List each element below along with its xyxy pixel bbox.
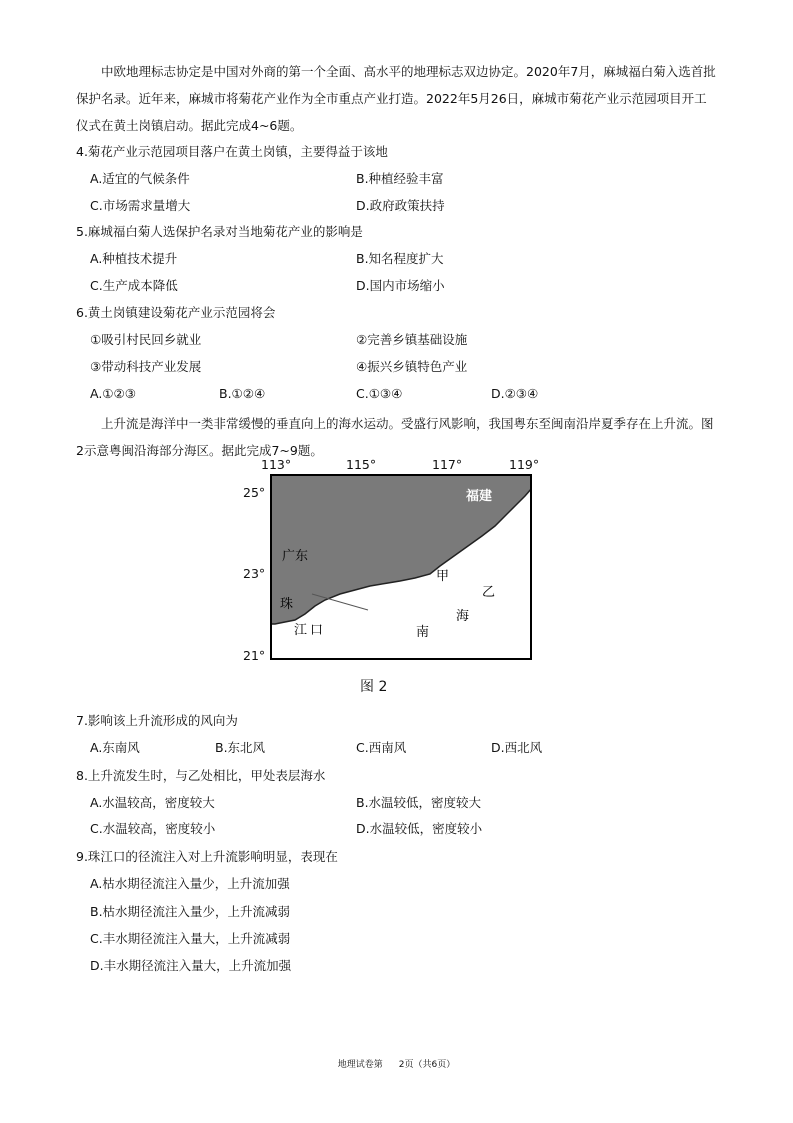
lat-label-23: 23° — [243, 566, 266, 581]
q7-stem: 7.影响该上升流形成的风向为 — [76, 713, 238, 728]
label-yi: 乙 — [482, 585, 496, 600]
label-guangdong: 广东 — [282, 549, 309, 564]
q9-option-d[interactable]: D.丰水期径流注入量大，上升流加强 — [90, 958, 292, 973]
lon-label-119: 119° — [509, 457, 540, 472]
q5-option-d[interactable]: D.国内市场缩小 — [356, 278, 445, 293]
q6-statement-3: ③带动科技产业发展 — [90, 359, 202, 374]
q6-statement-4: ④振兴乡镇特色产业 — [356, 359, 468, 374]
q8-option-d[interactable]: D.水温较低，密度较小 — [356, 821, 483, 836]
q4-stem: 4.菊花产业示范园项目落户在黄土岗镇，主要得益于该地 — [76, 144, 388, 159]
q7-option-a[interactable]: A.东南风 — [90, 740, 140, 755]
q6-option-b[interactable]: B.①②④ — [219, 386, 266, 401]
q5-option-b[interactable]: B.知名程度扩大 — [356, 251, 444, 266]
q5-stem: 5.麻城福白菊人选保护名录对当地菊花产业的影响是 — [76, 224, 363, 239]
label-zhu: 珠 — [280, 597, 294, 612]
lon-label-113: 113° — [261, 457, 292, 472]
q4-option-b[interactable]: B.种植经验丰富 — [356, 171, 444, 186]
q6-option-c[interactable]: C.①③④ — [356, 386, 403, 401]
lat-label-21: 21° — [243, 648, 266, 663]
q5-option-c[interactable]: C.生产成本降低 — [90, 278, 178, 293]
q4-option-a[interactable]: A.适宜的气候条件 — [90, 171, 190, 186]
lat-label-25: 25° — [243, 485, 266, 500]
q6-stem: 6.黄土岗镇建设菊花产业示范园将会 — [76, 305, 276, 320]
q7-option-d[interactable]: D.西北风 — [491, 740, 543, 755]
q9-option-a[interactable]: A.枯水期径流注入量少，上升流加强 — [90, 876, 290, 891]
passage-2: 上升流是海洋中一类非常缓慢的垂直向上的海水运动。受盛行风影响，我国粤东至闽南沿岸夏季存在上升流。图2示意粤闽沿海部分海区。据此完成7~9题。 — [76, 416, 714, 458]
label-fujian: 福建 — [466, 489, 493, 504]
q5-option-a[interactable]: A.种植技术提升 — [90, 251, 178, 266]
land-area — [270, 474, 532, 624]
q8-stem: 8.上升流发生时，与乙处相比，甲处表层海水 — [76, 768, 326, 783]
q8-option-a[interactable]: A.水温较高，密度较大 — [90, 795, 215, 810]
footer-page: 2页（共6页） — [398, 1060, 456, 1070]
q4-option-d[interactable]: D.政府政策扶持 — [356, 198, 445, 213]
q8-option-c[interactable]: C.水温较高，密度较小 — [90, 821, 216, 836]
label-nan: 南 — [416, 625, 430, 640]
coastal-map — [270, 474, 532, 660]
figure-caption: 图 2 — [360, 679, 388, 695]
q7-option-c[interactable]: C.西南风 — [356, 740, 407, 755]
q6-option-d[interactable]: D.②③④ — [491, 386, 539, 401]
q7-option-b[interactable]: B.东北风 — [215, 740, 266, 755]
lon-label-115: 115° — [346, 457, 377, 472]
label-kou: 口 — [310, 623, 324, 638]
lon-label-117: 117° — [432, 457, 463, 472]
page-footer — [0, 1057, 793, 1070]
q6-statement-1: ①吸引村民回乡就业 — [90, 332, 202, 347]
footer-subject: 地理试卷第 — [337, 1060, 383, 1070]
q9-stem: 9.珠江口的径流注入对上升流影响明显，表现在 — [76, 849, 338, 864]
label-hai: 海 — [456, 609, 470, 624]
passage-1: 中欧地理标志协定是中国对外商的第一个全面、高水平的地理标志双边协定。2020年7月，麻城福白菊入选首批保护名录。近年来，麻城市将菊花产业作为全市重点产业打造。2022年5月26日，麻城市菊花产业示范园项目开工仪式在黄土岗镇启动。据此完成4~6题。 — [76, 64, 716, 133]
q4-option-c[interactable]: C.市场需求量增大 — [90, 198, 191, 213]
q6-option-a[interactable]: A.①②③ — [90, 386, 136, 401]
label-jiang: 江 — [294, 623, 308, 638]
q8-option-b[interactable]: B.水温较低，密度较大 — [356, 795, 482, 810]
q9-option-b[interactable]: B.枯水期径流注入量少，上升流减弱 — [90, 904, 291, 919]
q9-option-c[interactable]: C.丰水期径流注入量大，上升流减弱 — [90, 931, 291, 946]
label-jia: 甲 — [436, 569, 450, 584]
q6-statement-2: ②完善乡镇基础设施 — [356, 332, 468, 347]
